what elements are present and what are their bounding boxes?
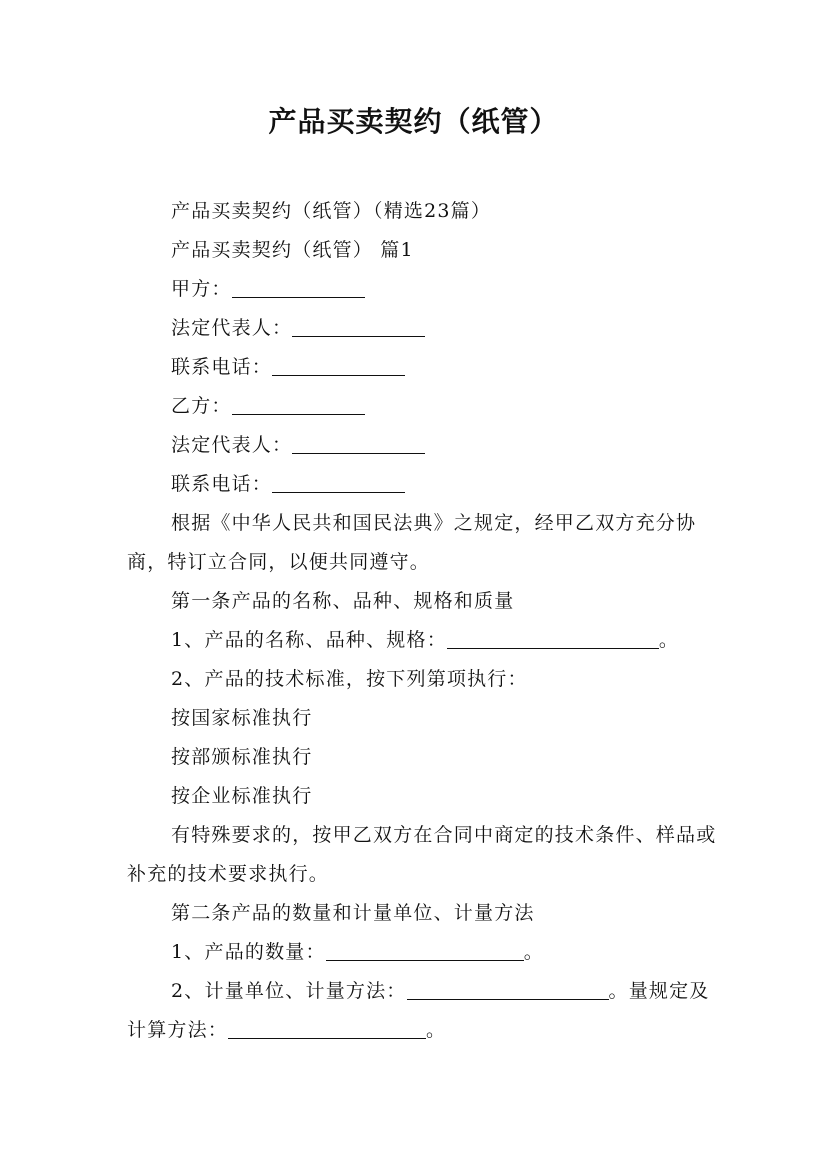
article1-item1-label: 1、产品的名称、品种、规格： — [171, 629, 447, 651]
party-b-phone-blank — [272, 470, 405, 493]
document-title: 产品买卖契约（纸管） — [268, 105, 559, 138]
party-b-rep-line — [127, 426, 717, 465]
article2-item2-mid: 。量规定及计算方法： — [127, 980, 710, 1041]
article1-option-ministry: 按部颁标准执行 — [171, 746, 313, 768]
article2-item2-end: 。 — [426, 1019, 447, 1041]
party-a-phone-line — [127, 348, 717, 387]
article2-item1 — [127, 933, 717, 972]
article2-item1-end: 。 — [523, 941, 544, 963]
party-a-line — [127, 270, 717, 309]
party-b-phone-line — [127, 465, 717, 504]
article1-item1-blank — [447, 626, 659, 649]
intro-paragraph: 根据《中华人民共和国民法典》之规定，经甲乙双方充分协商，特订立合同，以便共同遵守。 — [127, 512, 697, 573]
party-b-rep-label: 法定代表人： — [171, 434, 293, 456]
article2-item1-blank — [326, 938, 524, 961]
article1-special: 有特殊要求的，按甲乙双方在合同中商定的技术条件、样品或补充的技术要求执行。 — [127, 824, 717, 885]
party-a-rep-blank — [292, 314, 425, 337]
article2-item1-label: 1、产品的数量： — [171, 941, 326, 963]
party-a-rep-label: 法定代表人： — [171, 317, 293, 339]
article2-heading: 第二条产品的数量和计量单位、计量方法 — [171, 902, 535, 924]
article1-heading: 第一条产品的名称、品种、规格和质量 — [171, 590, 515, 612]
article2-item2-blank-2 — [228, 1016, 426, 1039]
party-a-rep-line — [127, 309, 717, 348]
party-b-phone-label: 联系电话： — [171, 473, 273, 495]
party-b-blank — [232, 392, 365, 415]
party-a-label: 甲方： — [171, 278, 232, 300]
party-a-blank — [232, 275, 365, 298]
party-b-line — [127, 387, 717, 426]
party-b-label: 乙方： — [171, 395, 232, 417]
article2-item2-blank-1 — [407, 977, 609, 1000]
article1-option-national: 按国家标准执行 — [171, 707, 313, 729]
section-heading: 产品买卖契约（纸管） 篇1 — [171, 239, 414, 261]
document-body — [127, 192, 717, 1050]
party-b-rep-blank — [292, 431, 425, 454]
article1-item1-end: 。 — [658, 629, 680, 651]
article2-item2-label: 2、计量单位、计量方法： — [171, 980, 407, 1002]
article1-item1 — [127, 621, 717, 660]
party-a-phone-blank — [272, 353, 405, 376]
article1-item2: 2、产品的技术标准，按下列第项执行： — [171, 668, 528, 690]
article2-item2 — [127, 972, 717, 1050]
article1-option-enterprise: 按企业标准执行 — [171, 785, 313, 807]
document-subtitle: 产品买卖契约（纸管）（精选23篇） — [171, 200, 492, 222]
party-a-phone-label: 联系电话： — [171, 356, 273, 378]
